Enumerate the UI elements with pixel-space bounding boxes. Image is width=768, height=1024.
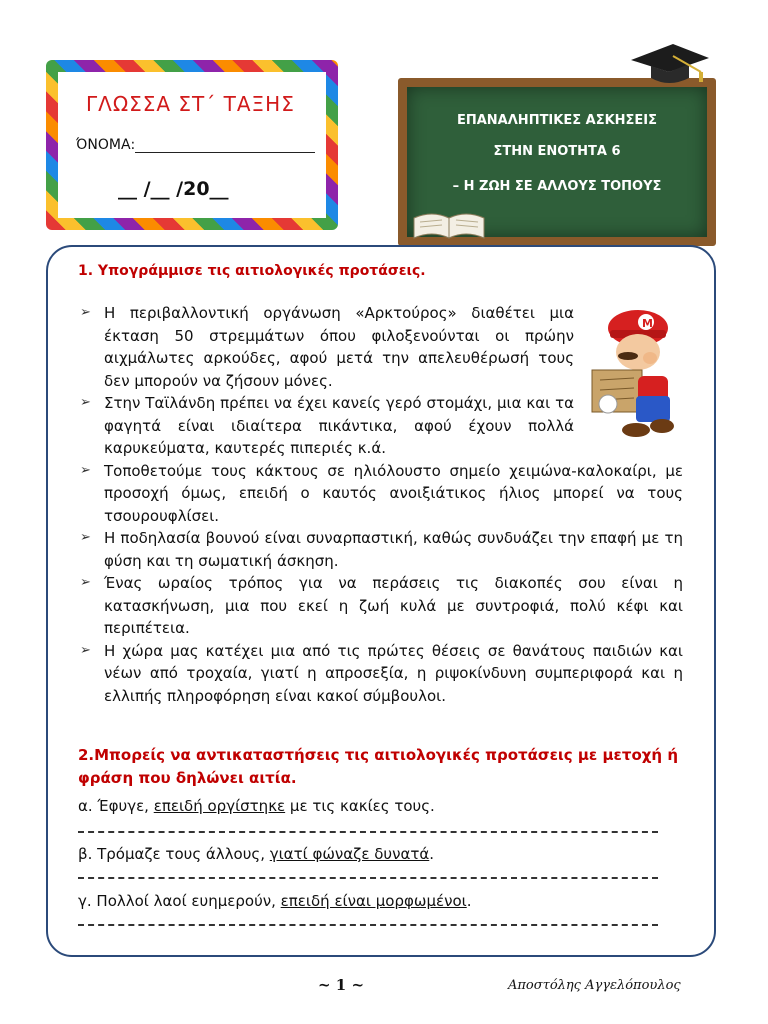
arrow-bullet-icon: ➢ — [80, 530, 91, 545]
list-item: ➢ Η ποδηλασία βουνού είναι συναρπαστική, καθώς συνδυάζει την επαφή με τη φύση και τη σωματική άσκηση. — [80, 529, 683, 570]
arrow-bullet-icon: ➢ — [80, 642, 91, 658]
name-box — [46, 60, 338, 230]
answer-line-c[interactable] — [78, 924, 658, 926]
name-blank[interactable] — [135, 138, 315, 153]
arrow-bullet-icon: ➢ — [80, 395, 91, 410]
board-line-2: ΣΤΗΝ ΕΝΟΤΗΤΑ 6 — [493, 144, 621, 159]
author-name: Αποστόλης Αγγελόπουλος — [508, 978, 681, 993]
name-label: ΌΝΟΜΑ: — [76, 137, 136, 153]
graduation-cap-icon — [629, 42, 711, 90]
exercise-2-title: 2.Μπορείς να αντικαταστήσεις τις αιτιολογικές προτάσεις με μετοχή ή φράση που δηλώνει αιτία. — [78, 746, 679, 787]
list-item: ➢ Η χώρα μας κατέχει μια από τις πρώτες θέσεις σε θανάτους παιδιών και νέων από τροχαία, γιατί η απροσεξία, η ριψοκίνδυνη συμπεριφορά και η ελλιπής πληροφόρηση είναι κακοί σύμβουλοι. — [80, 641, 683, 705]
underlined-clause: επειδή είναι μορφωμένοι — [280, 892, 467, 910]
board-line-1: ΕΠΑΝΑΛΗΠΤΙΚΕΣ ΑΣΚΗΣΕΙΣ — [456, 113, 658, 128]
list-item: ➢ Τοποθετούμε τους κάκτους σε ηλιόλουστο σημείο χειμώνα-καλοκαίρι, με προσοχή όμως, επειδή ο καυτός ανοιξιάτικος ήλιος μπορεί να τους τσουρουφλίσει. — [80, 461, 683, 525]
underlined-clause: γιατί φώναζε δυνατά — [269, 845, 430, 863]
sentence-b: β. Τρόμαζε τους άλλους, γιατί φώναζε δυνατά. — [78, 845, 435, 863]
arrow-bullet-icon: ➢ — [80, 305, 91, 320]
name-line — [76, 137, 315, 153]
chalkboard — [392, 70, 707, 232]
list-item: ➢ Στην Ταϊλάνδη πρέπει να έχει κανείς γερό στομάχι, μια και τα φαγητά είναι ιδιαίτερα πικάντικα, αφού έχουν πολλά καρυκεύματα, καυτερές πιπεριές κ.ά. — [80, 394, 574, 457]
underlined-clause: επειδή οργίστηκε — [153, 797, 286, 815]
arrow-bullet-icon: ➢ — [80, 462, 91, 478]
list-item: ➢ Η περιβαλλοντική οργάνωση «Αρκτούρος» διαθέτει μια έκταση 50 στρεμμάτων όπου φιλοξενούνται οι πρώην αιχμάλωτες αρκούδες, αφού μετά την απελευθέρωσή τους δεν μπορούν να ζήσουν μόνες. — [80, 304, 574, 390]
open-book-icon — [410, 210, 488, 240]
list-item: ➢ Ένας ωραίος τρόπος για να περάσεις τις διακοπές σου είναι η κατασκήνωση, μια που εκεί η ζωή κυλά με συντροφιά, πολύ κέφι και περιπέτεια. — [80, 574, 683, 637]
sentence-a: α. Έφυγε, επειδή οργίστηκε με τις κακίες τους. — [78, 797, 435, 815]
date-line[interactable]: __ /__ /20__ — [118, 178, 229, 200]
board-line-3: – Η ΖΩΗ ΣΕ ΑΛΛΟΥΣ ΤΟΠΟΥΣ — [452, 179, 662, 194]
answer-line-a[interactable] — [78, 831, 658, 833]
page-number: ~ 1 ~ — [318, 976, 365, 994]
answer-line-b[interactable] — [78, 877, 658, 879]
sentence-c: γ. Πολλοί λαοί ευημερούν, επειδή είναι μορφωμένοι. — [78, 892, 472, 910]
subject-title: ΓΛΩΣΣΑ ΣΤ΄ ΤΑΞΗΣ — [86, 92, 295, 116]
cartoon-character-icon — [576, 300, 686, 440]
exercise-1-title: 1. Υπογράμμισε τις αιτιολογικές προτάσεις. — [78, 263, 426, 279]
svg-text:M: M — [642, 317, 653, 330]
arrow-bullet-icon: ➢ — [80, 575, 91, 590]
